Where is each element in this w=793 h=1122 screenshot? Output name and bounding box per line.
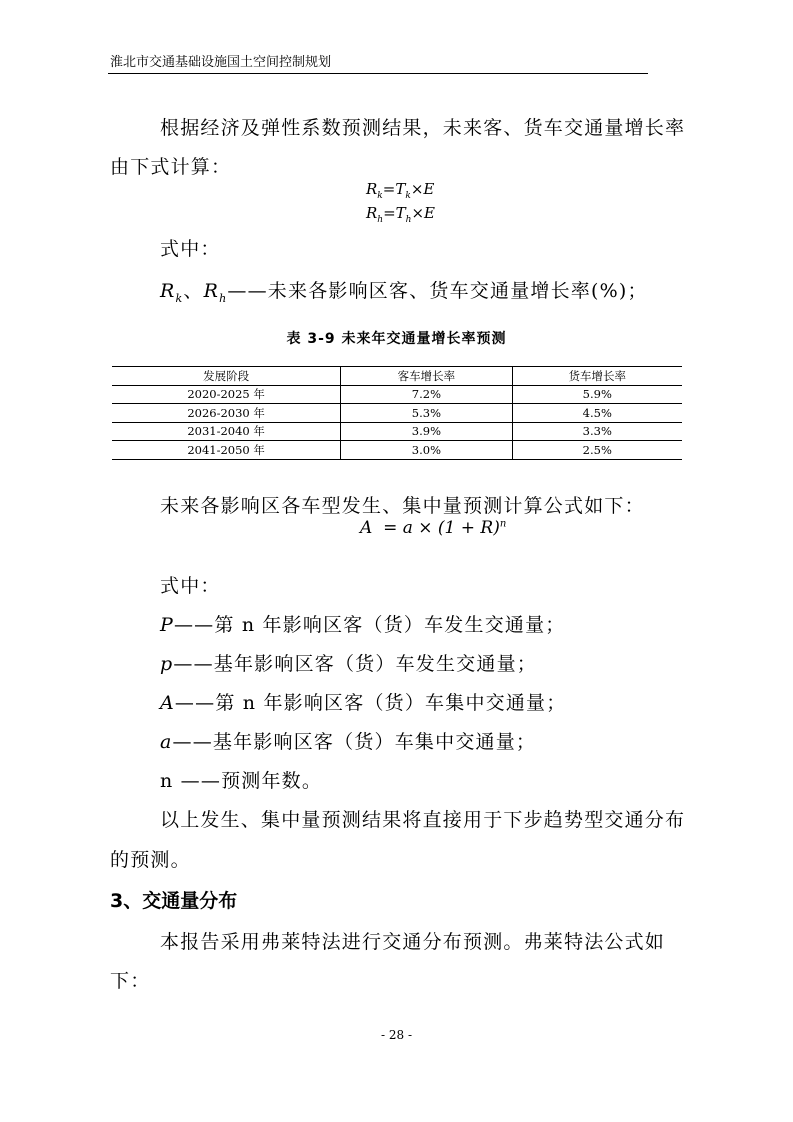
- growth-rate-table: [112, 366, 682, 460]
- page-number: - 28 -: [380, 1028, 412, 1042]
- table-cell: 3.0%: [341, 441, 512, 460]
- running-header: 淮北市交通基础设施国土空间控制规划: [110, 55, 332, 70]
- table-cell: 2.5%: [512, 441, 682, 460]
- table-cell: 2031-2040 年: [187, 424, 265, 439]
- header-rule: [108, 73, 648, 74]
- column-header: 货车增长率: [512, 367, 682, 386]
- table-caption: 表 3-9 未来年交通量增长率预测: [286, 331, 507, 347]
- definition-line: a——基年影响区客（货）车集中交通量；: [160, 731, 537, 753]
- table-row: [112, 422, 682, 441]
- paragraph-line: 以上发生、集中量预测结果将直接用于下步趋势型交通分布: [160, 809, 686, 831]
- table-cell: 2026-2030 年: [187, 405, 265, 420]
- definition-line: P——第 n 年影响区客（货）车发生交通量；: [160, 614, 566, 636]
- paragraph-line: 由下式计算：: [110, 156, 232, 178]
- table-cell: 4.5%: [512, 404, 682, 423]
- paragraph-line: 未来各影响区各车型发生、集中量预测计算公式如下：: [160, 495, 645, 517]
- formula-rk: $R_k=T_k\times E$: [366, 180, 435, 201]
- table-header-row: [112, 367, 682, 386]
- definition-line: n ——预测年数。: [160, 770, 323, 792]
- rate-definition: $R_k$、$R_h——$未来各影响区客、货车交通量增长率(%)；: [160, 280, 648, 305]
- paragraph-line: 下：: [110, 970, 151, 992]
- formula-rh: $R_h=T_h\times E$: [366, 204, 435, 225]
- paragraph-line: 本报告采用弗莱特法进行交通分布预测。弗莱特法公式如: [160, 931, 666, 953]
- section-heading: 3、交通量分布: [110, 890, 238, 912]
- column-header: 客车增长率: [341, 367, 512, 386]
- formula-growth: $A = a \times (1 + R)^n$: [360, 518, 507, 538]
- where-label: 式中：: [160, 238, 221, 260]
- column-header: 发展阶段: [203, 368, 250, 383]
- table-row: [112, 441, 682, 460]
- table-row: [112, 385, 682, 404]
- table-cell: 5.9%: [512, 385, 682, 404]
- table-cell: 2020-2025 年: [187, 387, 265, 402]
- definition-line: A——第 n 年影响区客（货）车集中交通量；: [160, 692, 567, 714]
- table-cell: 5.3%: [341, 404, 512, 423]
- paragraph-line: 根据经济及弹性系数预测结果，未来客、货车交通量增长率: [160, 117, 686, 139]
- table-cell: 3.9%: [341, 422, 512, 441]
- table-cell: 3.3%: [512, 422, 682, 441]
- definition-line: p——基年影响区客（货）车发生交通量；: [160, 653, 537, 675]
- table-cell: 7.2%: [341, 385, 512, 404]
- paragraph-line: 的预测。: [110, 849, 191, 871]
- table-row: [112, 404, 682, 423]
- table-cell: 2041-2050 年: [187, 442, 265, 457]
- where-label: 式中：: [160, 575, 221, 597]
